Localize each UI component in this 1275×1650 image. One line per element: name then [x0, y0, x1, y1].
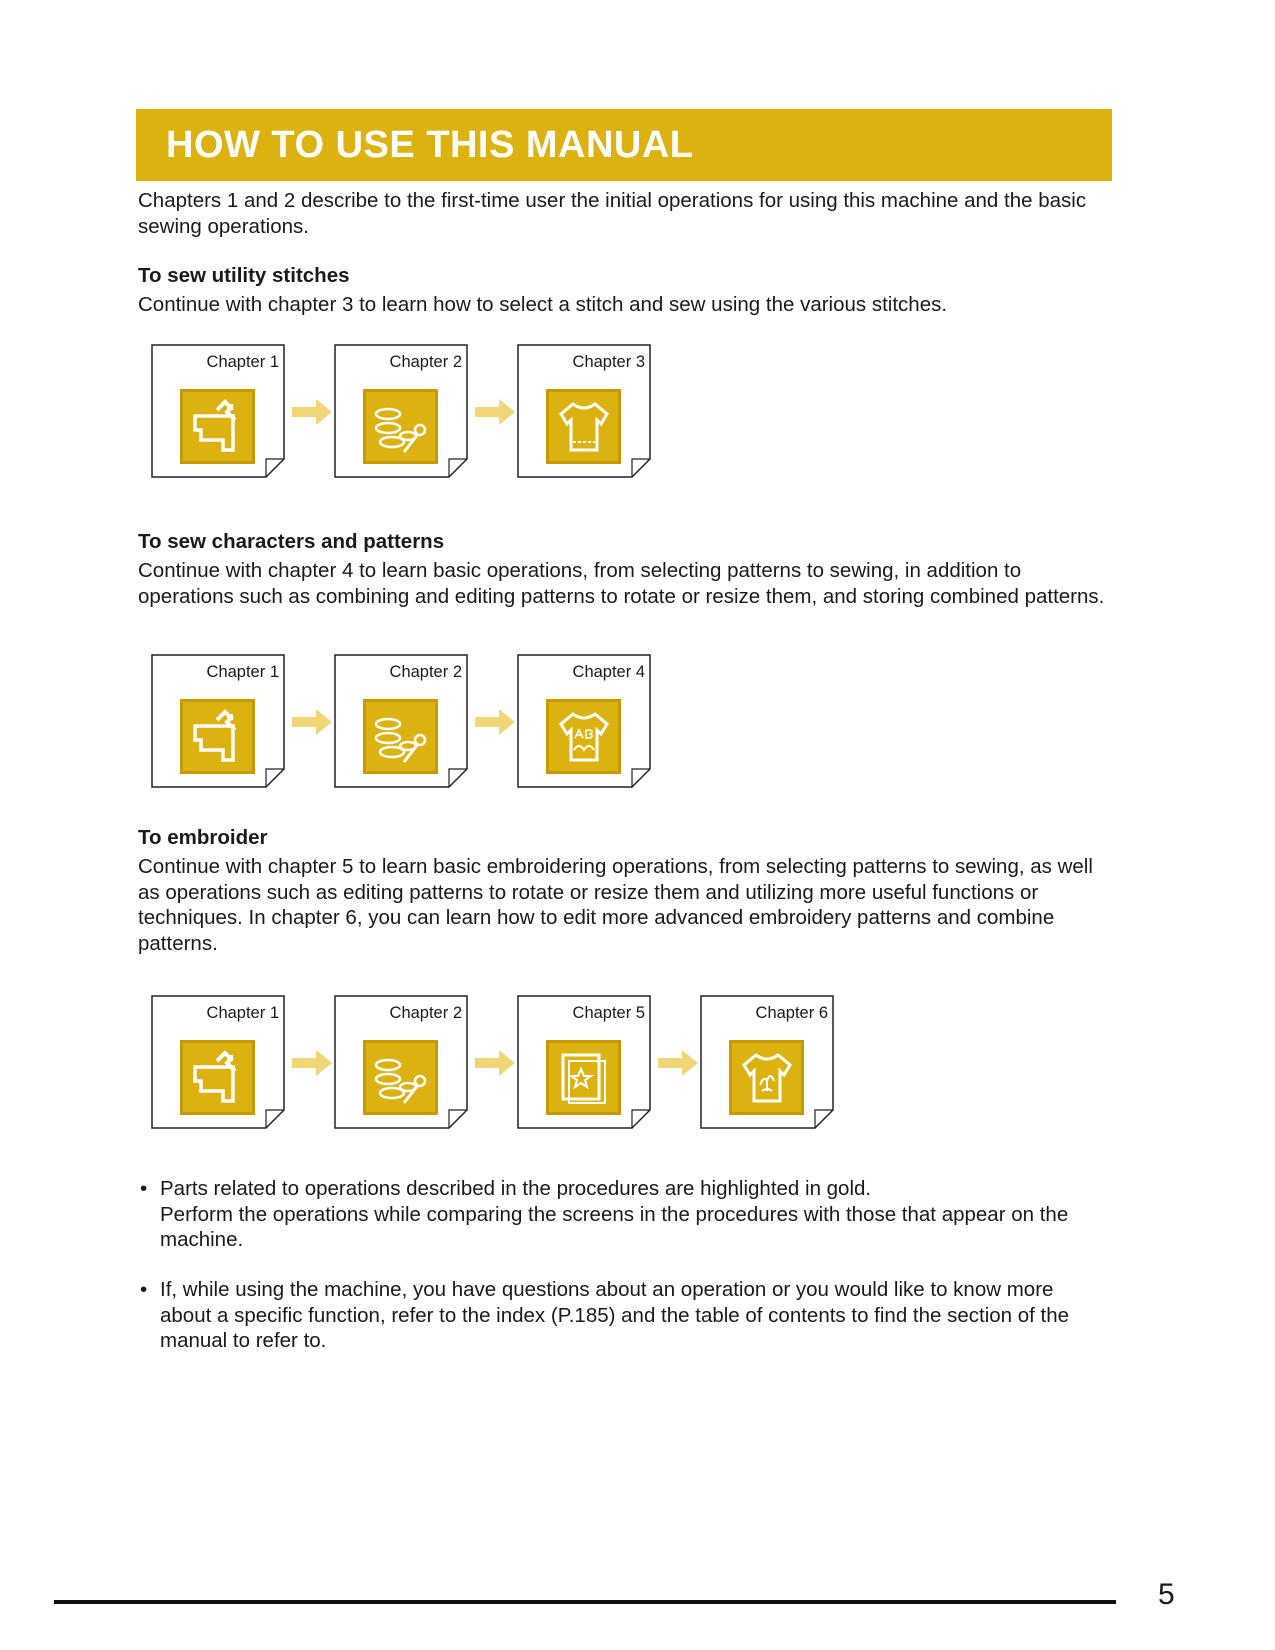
thread-spools-scissors-icon [363, 1040, 438, 1115]
section-heading-characters: To sew characters and patterns [138, 530, 445, 553]
section-body-utility: Continue with chapter 3 to learn how to select a stitch and sew using the various stitches. [138, 293, 948, 316]
arrow-right-icon [475, 709, 515, 735]
chapter-label: Chapter 6 [755, 1004, 828, 1022]
chapter-card [151, 344, 285, 478]
intro-paragraph: Chapters 1 and 2 describe to the first-time user the initial operations for using this machine and the basic sewing operations. [138, 189, 1087, 238]
thread-spools-scissors-icon [363, 699, 438, 774]
chapter-card [151, 995, 285, 1129]
chapter-card [517, 995, 651, 1129]
note-text: If, while using the machine, you have questions about an operation or you would like to know more about a specific function, refer to the index (P.185) and the table of contents to find the section of the manual to refer to. [160, 1278, 1070, 1352]
section-body-characters: Continue with chapter 4 to learn basic operations, from selecting patterns to sewing, in addition to operations such as combining and editing patterns to rotate or resize them, and storing combined patterns. [138, 559, 1105, 608]
bullet-icon: • [140, 1278, 148, 1301]
section-heading-embroider: To embroider [138, 826, 268, 849]
embroidery-frame-icon [546, 1040, 621, 1115]
page-title: HOW TO USE THIS MANUAL [166, 123, 694, 166]
arrow-right-icon [475, 1050, 515, 1076]
section-heading-utility: To sew utility stitches [138, 264, 350, 287]
arrow-right-icon [475, 399, 515, 425]
note-text: Parts related to operations described in the procedures are highlighted in gold. [160, 1177, 872, 1200]
chapter-card [151, 654, 285, 788]
footer-rule [54, 1600, 1116, 1604]
chapter-label: Chapter 1 [206, 1004, 279, 1022]
chapter-label: Chapter 3 [572, 353, 645, 371]
arrow-right-icon [292, 709, 332, 735]
abc-shirt-icon [546, 699, 621, 774]
bullet-icon: • [140, 1177, 148, 1200]
chapter-label: Chapter 2 [389, 1004, 462, 1022]
thread-spools-scissors-icon [363, 389, 438, 464]
chapter-label: Chapter 1 [206, 353, 279, 371]
chapter-card [700, 995, 834, 1129]
chapter-card [334, 344, 468, 478]
note-item [138, 1277, 1098, 1354]
chapter-label: Chapter 2 [389, 663, 462, 681]
page-number: 5 [1158, 1578, 1175, 1611]
chapter-label: Chapter 2 [389, 353, 462, 371]
embroidered-shirt-icon [729, 1040, 804, 1115]
arrow-right-icon [292, 399, 332, 425]
chapter-card [517, 654, 651, 788]
sewing-machine-icon [180, 1040, 255, 1115]
note-item [138, 1176, 1098, 1253]
shirt-icon [546, 389, 621, 464]
chapter-card [517, 344, 651, 478]
sewing-machine-icon [180, 699, 255, 774]
chapter-label: Chapter 4 [572, 663, 645, 681]
chapter-label: Chapter 5 [572, 1004, 645, 1022]
arrow-right-icon [658, 1050, 698, 1076]
title-banner [136, 109, 1112, 181]
note-text: Perform the operations while comparing the screens in the procedures with those that appear on the machine. [160, 1202, 1069, 1251]
section-body-embroider: Continue with chapter 5 to learn basic embroidering operations, from selecting patterns to sewing, as well as operations such as editing patterns to rotate or resize them and utilizing more useful functions or techniques. In chapter 6, you can learn how to edit more advanced embroidery patterns and combine patterns. [138, 855, 1093, 955]
chapter-card [334, 654, 468, 788]
sewing-machine-icon [180, 389, 255, 464]
chapter-label: Chapter 1 [206, 663, 279, 681]
arrow-right-icon [292, 1050, 332, 1076]
chapter-card [334, 995, 468, 1129]
